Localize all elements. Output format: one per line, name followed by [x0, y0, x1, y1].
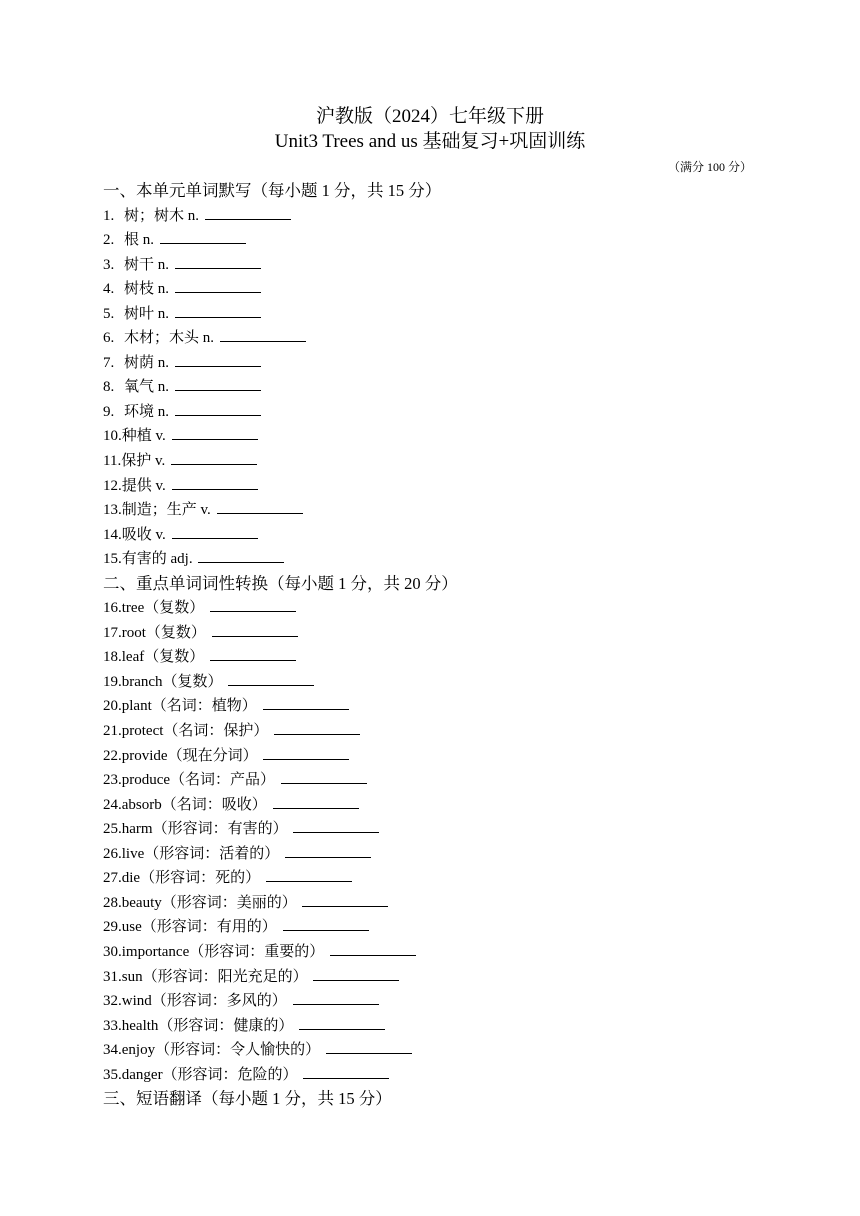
answer-blank[interactable]: [172, 474, 258, 490]
question-item: [103, 523, 783, 548]
question-number: 7.: [103, 354, 115, 371]
question-prompt: 吸收 v.: [121, 526, 166, 543]
question-item: [103, 326, 783, 351]
section-heading: 三、短语翻译（每小题 1 分，共 15 分）: [103, 1089, 392, 1109]
question-prompt: root（复数）: [121, 624, 206, 641]
question-item: [103, 253, 783, 278]
question-item: [103, 891, 783, 916]
answer-blank[interactable]: [175, 277, 261, 293]
answer-blank[interactable]: [285, 842, 371, 858]
answer-blank[interactable]: [273, 793, 359, 809]
question-item: [103, 449, 783, 474]
question-prompt: 有害的 adj.: [121, 551, 193, 568]
answer-blank[interactable]: [283, 915, 369, 931]
answer-blank[interactable]: [293, 989, 379, 1005]
question-item: [103, 400, 783, 425]
page-title: 沪教版（2024）七年级下册: [315, 106, 544, 127]
section-heading: 二、重点单词词性转换（每小题 1 分，共 20 分）: [103, 573, 458, 593]
answer-blank[interactable]: [175, 351, 261, 367]
question-number: 23.: [103, 772, 122, 789]
question-number: 24.: [103, 796, 122, 813]
page-subtitle: Unit3 Trees and us 基础复习+巩固训练: [274, 131, 586, 152]
question-prompt: branch（复数）: [121, 673, 223, 690]
question-number: 2.: [103, 232, 115, 249]
question-item: [103, 228, 783, 253]
answer-blank[interactable]: [274, 719, 360, 735]
answer-blank[interactable]: [313, 965, 399, 981]
answer-blank[interactable]: [266, 866, 352, 882]
answer-blank[interactable]: [212, 621, 298, 637]
question-prompt: live（形容词：活着的）: [121, 845, 280, 862]
question-number: 10.: [103, 428, 122, 445]
question-item: [103, 866, 783, 891]
question-item: [103, 351, 783, 376]
question-number: 12.: [103, 477, 122, 494]
question-prompt: 制造；生产 v.: [121, 502, 211, 519]
question-prompt: danger（形容词：危险的）: [121, 1066, 298, 1083]
answer-blank[interactable]: [210, 645, 296, 661]
answer-blank[interactable]: [172, 424, 258, 440]
question-prompt: sun（形容词：阳光充足的）: [121, 968, 308, 985]
question-number: 28.: [103, 894, 122, 911]
question-number: 31.: [103, 968, 122, 985]
answer-blank[interactable]: [330, 940, 416, 956]
question-item: [103, 670, 783, 695]
question-number: 9.: [103, 403, 115, 420]
question-list: [103, 179, 783, 1112]
question-number: 11.: [103, 453, 122, 470]
question-number: 18.: [103, 649, 122, 666]
question-number: 6.: [103, 330, 115, 347]
question-prompt: 保护 v.: [121, 453, 166, 470]
question-number: 22.: [103, 747, 122, 764]
question-number: 3.: [103, 256, 115, 273]
answer-blank[interactable]: [326, 1038, 412, 1054]
answer-blank[interactable]: [205, 204, 291, 220]
question-item: [103, 424, 783, 449]
question-prompt: 树叶 n.: [124, 305, 170, 322]
question-prompt: 木材；木头 n.: [124, 330, 215, 347]
answer-blank[interactable]: [293, 817, 379, 833]
answer-blank[interactable]: [210, 596, 296, 612]
answer-blank[interactable]: [171, 449, 257, 465]
question-item: [103, 302, 783, 327]
question-prompt: 树干 n.: [124, 256, 170, 273]
question-number: 33.: [103, 1017, 122, 1034]
section-heading: 一、本单元单词默写（每小题 1 分，共 15 分）: [103, 181, 442, 200]
question-prompt: 氧气 n.: [124, 379, 170, 396]
question-prompt: protect（名词：保护）: [121, 723, 269, 740]
answer-blank[interactable]: [263, 744, 349, 760]
question-number: 25.: [103, 821, 122, 838]
question-item: [103, 474, 783, 499]
answer-blank[interactable]: [198, 547, 284, 563]
question-item: [103, 744, 783, 769]
question-number: 13.: [103, 502, 122, 519]
question-number: 35.: [103, 1066, 122, 1083]
question-item: [103, 621, 783, 646]
question-number: 19.: [103, 673, 122, 690]
question-item: [103, 793, 783, 818]
question-item: [103, 694, 783, 719]
question-item: [103, 596, 783, 621]
question-item: [103, 277, 783, 302]
question-number: 21.: [103, 723, 122, 740]
question-item: [103, 989, 783, 1014]
question-number: 15.: [103, 551, 122, 568]
question-number: 16.: [103, 600, 122, 617]
answer-blank[interactable]: [175, 375, 261, 391]
question-number: 32.: [103, 993, 122, 1010]
question-prompt: 根 n.: [124, 232, 155, 249]
answer-blank[interactable]: [263, 694, 349, 710]
question-item: [103, 940, 783, 965]
question-number: 30.: [103, 943, 122, 960]
question-number: 17.: [103, 624, 122, 641]
answer-blank[interactable]: [172, 523, 258, 539]
question-number: 8.: [103, 379, 115, 396]
question-prompt: die（形容词：死的）: [121, 870, 261, 887]
question-prompt: 树荫 n.: [124, 354, 170, 371]
question-item: [103, 645, 783, 670]
question-prompt: harm（形容词：有害的）: [121, 821, 288, 838]
question-prompt: produce（名词：产品）: [121, 772, 276, 789]
question-item: [103, 1063, 783, 1088]
question-item: [103, 547, 783, 572]
question-number: 4.: [103, 281, 115, 298]
question-prompt: provide（现在分词）: [121, 747, 258, 764]
question-prompt: tree（复数）: [121, 600, 205, 617]
question-prompt: plant（名词：植物）: [121, 698, 257, 715]
question-number: 1.: [103, 207, 115, 224]
question-number: 26.: [103, 845, 122, 862]
question-item: [103, 204, 783, 229]
answer-blank[interactable]: [228, 670, 314, 686]
question-prompt: 种植 v.: [121, 428, 166, 445]
answer-blank[interactable]: [303, 1063, 389, 1079]
question-item: [103, 375, 783, 400]
question-number: 34.: [103, 1042, 122, 1059]
question-number: 27.: [103, 870, 122, 887]
question-item: [103, 768, 783, 793]
question-number: 29.: [103, 919, 122, 936]
answer-blank[interactable]: [299, 1014, 385, 1030]
answer-blank[interactable]: [220, 326, 306, 342]
question-prompt: 树枝 n.: [124, 281, 170, 298]
answer-blank[interactable]: [160, 228, 246, 244]
question-item: [103, 498, 783, 523]
answer-blank[interactable]: [175, 400, 261, 416]
question-prompt: importance（形容词：重要的）: [121, 943, 325, 960]
question-item: [103, 1014, 783, 1039]
question-prompt: absorb（名词：吸收）: [121, 796, 267, 813]
question-prompt: 提供 v.: [121, 477, 166, 494]
question-prompt: use（形容词：有用的）: [121, 919, 277, 936]
answer-blank[interactable]: [175, 253, 261, 269]
question-number: 14.: [103, 526, 122, 543]
question-prompt: leaf（复数）: [121, 649, 205, 666]
answer-blank[interactable]: [217, 498, 303, 514]
question-prompt: beauty（形容词：美丽的）: [121, 894, 297, 911]
question-item: [103, 817, 783, 842]
answer-blank[interactable]: [302, 891, 388, 907]
question-item: [103, 1038, 783, 1063]
answer-blank[interactable]: [281, 768, 367, 784]
question-prompt: 树；树木 n.: [124, 207, 200, 224]
question-prompt: 环境 n.: [124, 403, 170, 420]
question-item: [103, 965, 783, 990]
question-prompt: wind（形容词：多风的）: [121, 993, 287, 1010]
question-number: 20.: [103, 698, 122, 715]
question-number: 5.: [103, 305, 115, 322]
answer-blank[interactable]: [175, 302, 261, 318]
score-note: （满分 100 分）: [667, 160, 752, 174]
question-item: [103, 915, 783, 940]
question-item: [103, 842, 783, 867]
question-prompt: enjoy（形容词：令人愉快的）: [121, 1042, 321, 1059]
question-item: [103, 719, 783, 744]
question-prompt: health（形容词：健康的）: [121, 1017, 294, 1034]
